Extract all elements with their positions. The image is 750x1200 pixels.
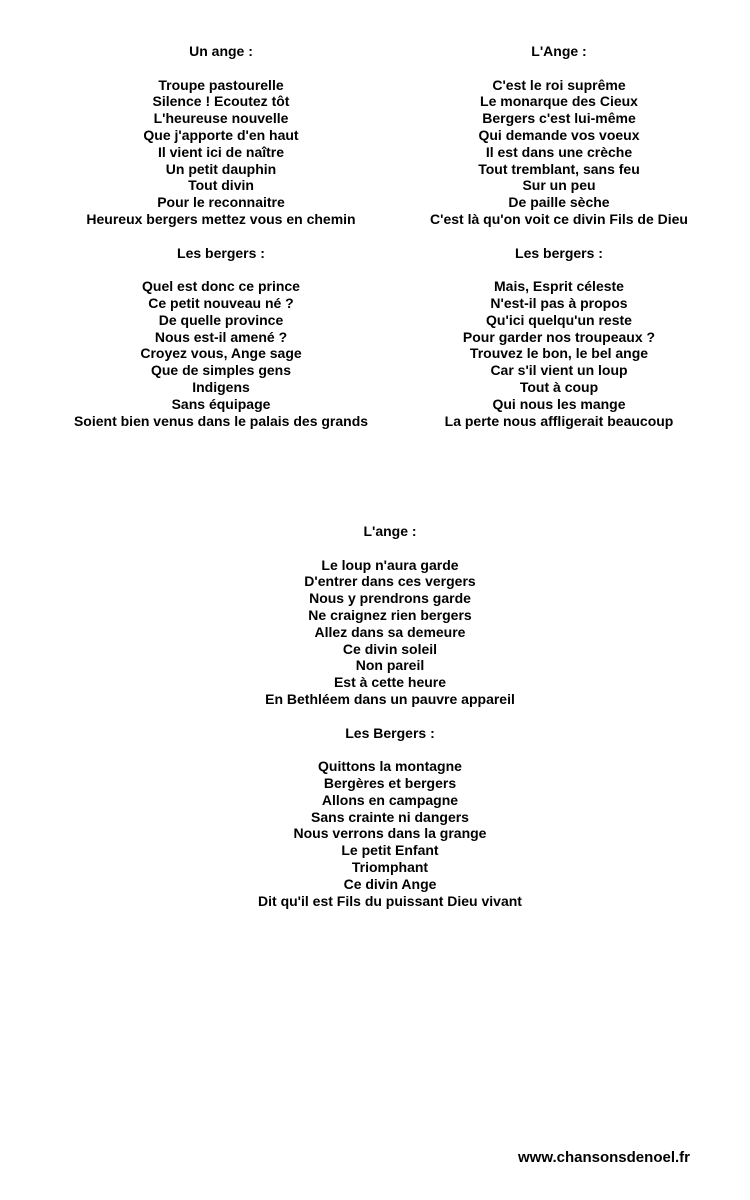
stanza-les-bergers-2 xyxy=(400,245,718,430)
center-column xyxy=(200,523,580,909)
speaker-label: Un ange : xyxy=(189,43,253,59)
lyric-line: Car s'il vient un loup xyxy=(490,362,628,379)
lyric-line: Sur un peu xyxy=(522,177,596,194)
lyric-line: Il vient ici de naître xyxy=(157,143,285,160)
lyric-line: Soient bien venus dans le palais des grands xyxy=(73,412,369,429)
lyric-line: La perte nous affligerait beaucoup xyxy=(444,412,674,429)
lyric-line: En Bethléem dans un pauvre appareil xyxy=(265,690,515,707)
speaker-label: Les bergers : xyxy=(515,244,603,261)
stanza-gap xyxy=(200,708,580,725)
lyric-line: Est à cette heure xyxy=(333,674,447,691)
lyric-line: Troupe pastourelle xyxy=(158,76,284,93)
lyric-line: Ce petit nouveau né ? xyxy=(148,294,294,311)
lyric-line: Silence ! Ecoutez tôt xyxy=(152,93,290,110)
stanza-l-ange xyxy=(400,43,718,228)
lyric-line: Pour le reconnaitre xyxy=(157,194,285,211)
stanza-un-ange xyxy=(40,43,402,228)
lyric-line: Nous verrons dans la grange xyxy=(293,825,487,842)
lyric-line: D'entrer dans ces vergers xyxy=(304,573,476,590)
lyric-line: Tout tremblant, sans feu xyxy=(478,160,640,177)
speaker-label: Les Bergers : xyxy=(345,724,435,741)
lyric-line: Pour garder nos troupeaux ? xyxy=(462,328,656,345)
lyric-line: Bergères et bergers xyxy=(323,774,457,791)
lyric-line: Nous est-il amené ? xyxy=(154,328,288,345)
lyric-line: Allons en campagne xyxy=(321,791,459,808)
lyric-line: De paille sèche xyxy=(508,194,610,211)
stanza-les-bergers-3 xyxy=(200,725,580,910)
lyric-line: Trouvez le bon, le bel ange xyxy=(469,345,649,362)
lyric-line: Dit qu'il est Fils du puissant Dieu vivant xyxy=(258,892,522,909)
lyric-line: Ce divin Ange xyxy=(343,875,437,892)
stanza-gap xyxy=(40,228,402,245)
lyric-line: Tout à coup xyxy=(519,378,599,395)
left-column xyxy=(40,43,402,429)
lyric-line: Quittons la montagne xyxy=(318,758,462,775)
lyric-line: Nous y prendrons garde xyxy=(309,590,471,607)
lyric-line: Triomphant xyxy=(351,858,429,875)
website-footer: www.chansonsdenoel.fr xyxy=(518,1149,690,1166)
speaker-label: Les bergers : xyxy=(177,244,265,261)
lyric-line: Le petit Enfant xyxy=(341,842,439,859)
lyric-line: De quelle province xyxy=(158,311,284,328)
lyric-line: Ne craignez rien bergers xyxy=(308,606,472,623)
lyric-line: Ce divin soleil xyxy=(342,640,438,657)
stanza-l-ange-2 xyxy=(200,523,580,708)
lyric-line: Heureux bergers mettez vous en chemin xyxy=(86,210,356,227)
lyric-line: Indigens xyxy=(192,378,250,395)
lyric-line: Le monarque des Cieux xyxy=(480,93,638,110)
lyric-line: Allez dans sa demeure xyxy=(314,623,466,640)
lyric-line: Mais, Esprit céleste xyxy=(494,278,624,295)
lyric-line: L'heureuse nouvelle xyxy=(153,110,289,127)
stanza-les-bergers xyxy=(40,245,402,430)
lyric-line: Un petit dauphin xyxy=(165,160,277,177)
lyric-line: Sans crainte ni dangers xyxy=(311,808,469,825)
lyric-line: Qu'ici quelqu'un reste xyxy=(486,311,632,328)
lyric-line: Qui nous les mange xyxy=(492,395,626,412)
speaker-label: L'ange : xyxy=(363,523,417,539)
lyric-line: N'est-il pas à propos xyxy=(490,294,628,311)
lyric-line: Non pareil xyxy=(355,657,425,674)
speaker-label: L'Ange : xyxy=(531,43,587,59)
lyric-line: Que j'apporte d'en haut xyxy=(143,126,299,143)
lyric-line: Bergers c'est lui-même xyxy=(482,110,636,127)
lyric-line: Croyez vous, Ange sage xyxy=(140,345,302,362)
lyric-line: Tout divin xyxy=(188,177,254,194)
lyric-line: C'est là qu'on voit ce divin Fils de Dieu xyxy=(430,210,688,227)
right-column xyxy=(400,43,718,429)
stanza-gap xyxy=(400,228,718,245)
lyric-line: Que de simples gens xyxy=(150,362,292,379)
lyric-line: C'est le roi suprême xyxy=(492,76,626,93)
lyric-line: Qui demande vos voeux xyxy=(478,126,640,143)
lyric-line: Sans équipage xyxy=(171,395,271,412)
lyric-line: Quel est donc ce prince xyxy=(142,278,300,295)
lyric-line: Le loup n'aura garde xyxy=(321,556,459,573)
lyric-line: Il est dans une crèche xyxy=(485,143,633,160)
